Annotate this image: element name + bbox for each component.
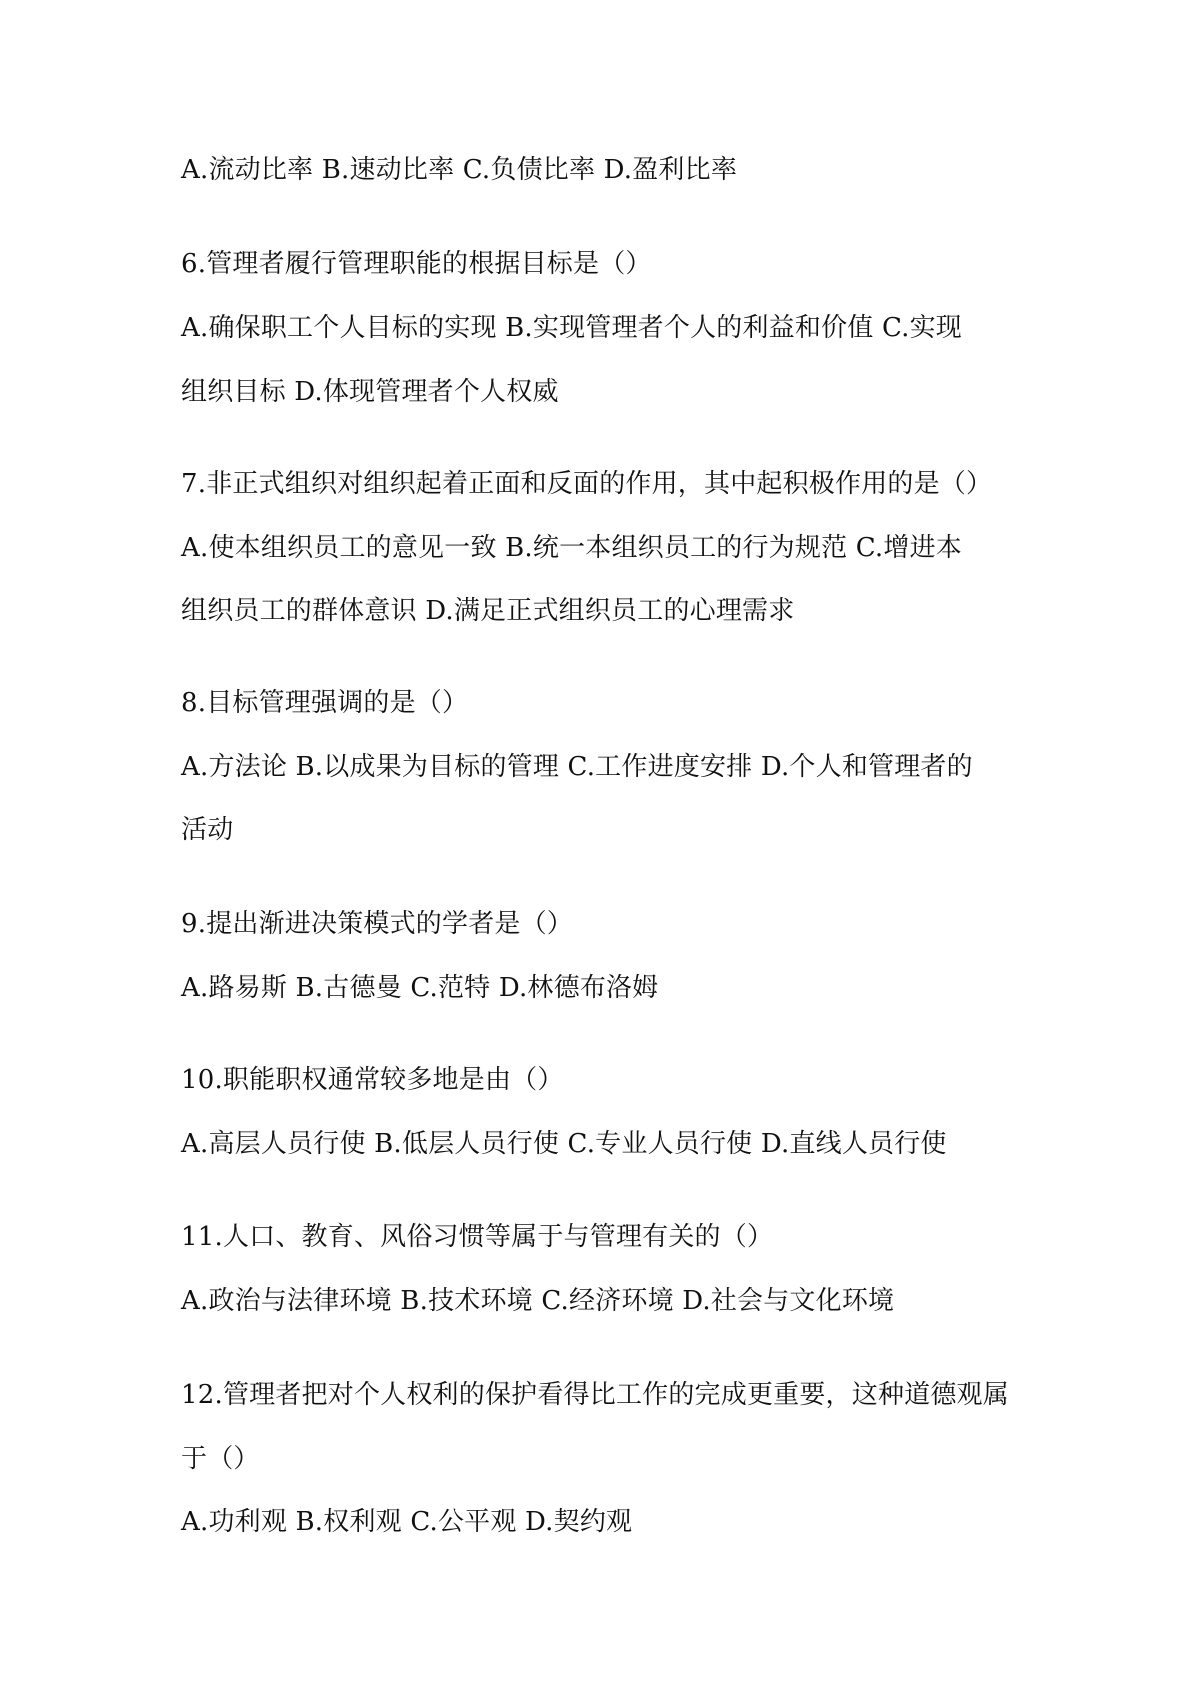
q9-question: 9.提出渐进决策模式的学者是（） (181, 909, 574, 939)
q6-options-line-2: 组织目标 D.体现管理者个人权威 (181, 377, 559, 407)
q12-question-line-1: 12.管理者把对个人权利的保护看得比工作的完成更重要，这种道德观属 (181, 1380, 1009, 1410)
q11-question: 11.人口、教育、风俗习惯等属于与管理有关的（） (181, 1222, 774, 1252)
q6-question: 6.管理者履行管理职能的根据目标是（） (181, 249, 652, 279)
q12-question-line-2: 于（） (181, 1444, 260, 1474)
q9-options: A.路易斯 B.古德曼 C.范特 D.林德布洛姆 (181, 973, 659, 1003)
q8-question: 8.目标管理强调的是（） (181, 688, 469, 718)
q10-question: 10.职能职权通常较多地是由（） (181, 1065, 564, 1095)
q12-options: A.功利观 B.权利观 C.公平观 D.契约观 (181, 1507, 633, 1537)
q7-options-line-1: A.使本组织员工的意见一致 B.统一本组织员工的行为规范 C.增进本 (181, 533, 962, 563)
q8-options-line-1: A.方法论 B.以成果为目标的管理 C.工作进度安排 D.个人和管理者的 (181, 752, 973, 782)
q7-question: 7.非正式组织对组织起着正面和反面的作用，其中起积极作用的是（） (181, 469, 993, 499)
q6-options-line-1: A.确保职工个人目标的实现 B.实现管理者个人的利益和价值 C.实现 (181, 313, 962, 343)
q11-options: A.政治与法律环境 B.技术环境 C.经济环境 D.社会与文化环境 (181, 1286, 895, 1316)
q10-options: A.高层人员行使 B.低层人员行使 C.专业人员行使 D.直线人员行使 (181, 1129, 947, 1159)
q5-options: A.流动比率 B.速动比率 C.负债比率 D.盈利比率 (181, 155, 738, 185)
q7-options-line-2: 组织员工的群体意识 D.满足正式组织员工的心理需求 (181, 596, 795, 626)
q8-options-line-2: 活动 (181, 815, 234, 845)
